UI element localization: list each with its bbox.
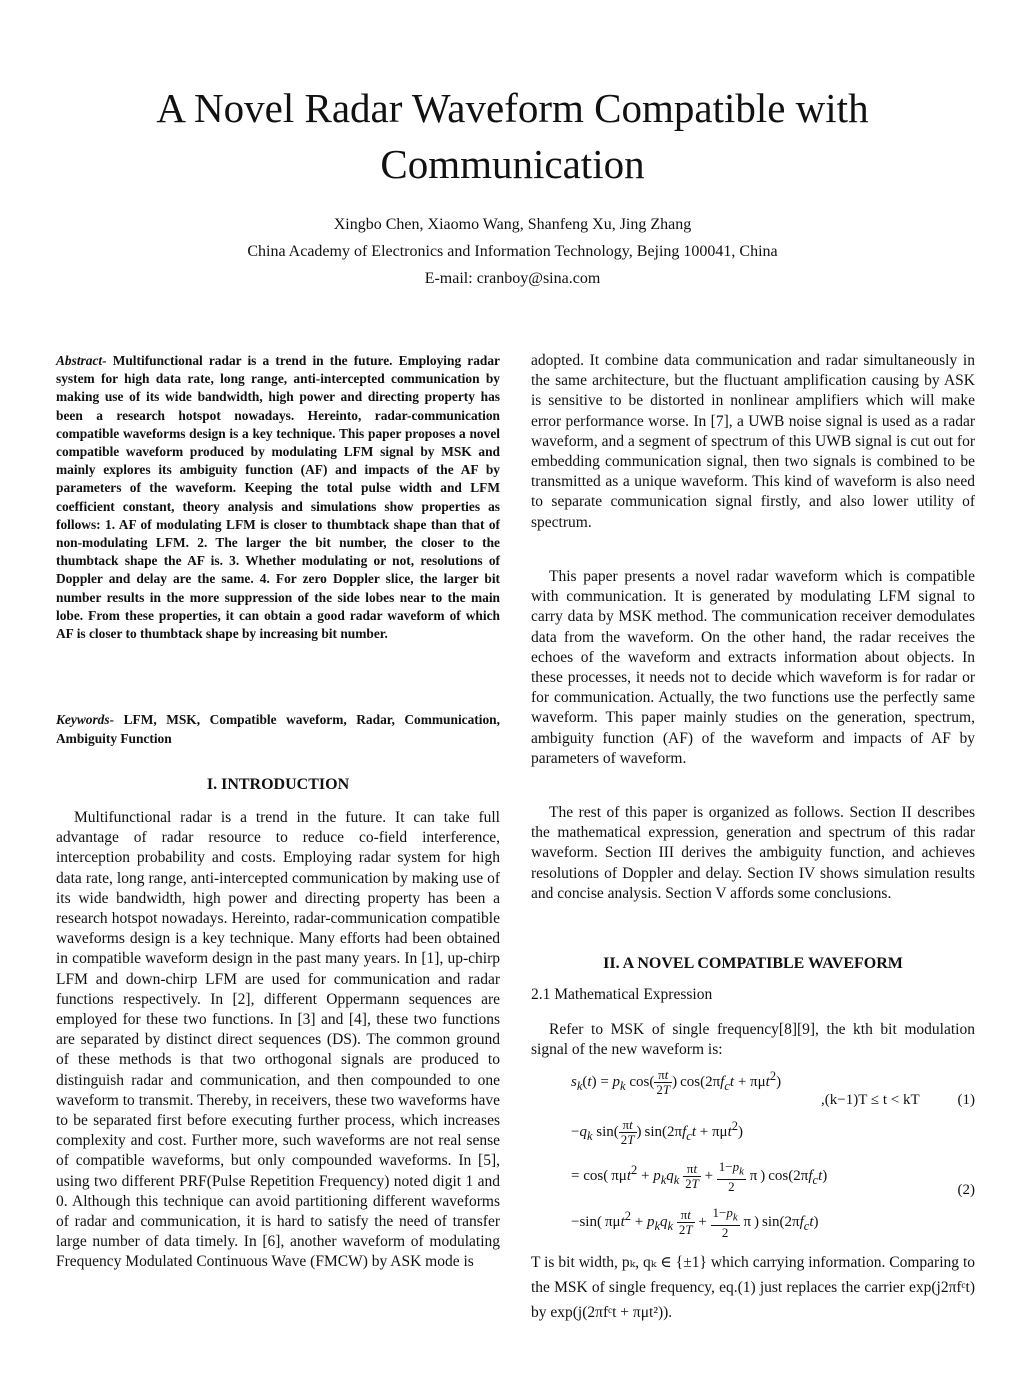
subsection-heading: 2.1 Mathematical Expression — [531, 986, 713, 1003]
right-column-paragraph-1 — [531, 351, 975, 533]
affiliation: China Academy of Electronics and Information Technology, Bejing 100041, China — [247, 243, 778, 260]
introduction-paragraph: Multifunctional radar is a trend in the future. It can take full advantage of radar resource to reduce co-field interference, interception probability and costs. Employing radar system for high data rate, long range, anti-intercepted communication by making use of its wide bandwidth, high power and directing property has been a research hotspot nowadays. Hereinto, radar-communication compatible waveforms design is a key technique. Many efforts had been obtained in compatible waveform design in the past many years. In [1], up-chirp LFM and down-chirp LFM are used for communication and radar functions respectively. In [2], different Oppermann sequences are employed for these two functions. In [3] and [4], these two functions are separated by distinct direct sequences (DS). The common ground of these methods is that two orthogonal signals are produced to distinguish radar and communication, and then compounded to one waveform to transmit. Thereby, in receivers, these two waveforms have to be separated first before executing further process, which increases complexity and cost. Further more, such waveforms are not real sense of compatible waveforms, but only compounded waveforms. In [5], using two different PRF(Pulse Repetition Frequency) noted digit 1 and 0. Although this technique can avoid partitioning different waveforms of radar and communication, it is hard to satisfy the need of transfer large number of data timely. In [6], another waveform of modulating Frequency Modulated Continuous Wave (FMCW) by ASK mode is — [56, 809, 500, 1271]
section-heading-introduction: I. INTRODUCTION — [206, 776, 350, 793]
abstract — [56, 352, 500, 643]
equation-2-line-1: = cos( $\pi\mu t^2 + p_kq_k$ $\frac{\pi t}{2T}$ + $\frac{1-p_k}{2}$ π ) $\cos(2\pi f_ct)$ — [571, 1159, 828, 1194]
contact-email: E-mail: cranboy@sina.com — [424, 270, 601, 287]
introduction-body — [56, 808, 500, 1273]
equation-1 — [531, 1064, 975, 1147]
equation-1-line-2: $-q_k$ sin( $\frac{\pi t}{2T}$ ) $\sin(2\pi f_ct + \pi\mu t^2)$ — [571, 1117, 743, 1147]
equation-2 — [531, 1158, 975, 1248]
keywords-label: Keywords- — [56, 712, 115, 727]
abstract-label: Abstract- — [56, 353, 107, 368]
right-column-paragraph-3 — [531, 803, 975, 904]
msk-paragraph — [531, 1020, 975, 1060]
msk-paragraph-text: Refer to MSK of single frequency[8][9], the kth bit modulation signal of the new waveform is: — [531, 1021, 975, 1059]
equation-1-condition: ,(k−1)T ≤ t < kT — [821, 1092, 920, 1108]
post-equation-text: T is bit width, pₖ, qₖ ∈ {±1} which carrying information. Comparing to the MSK of single frequency, eq.(1) just replaces the carrier exp(j2πfᶜt) by exp(j(2πfᶜt + πμt²)). — [531, 1254, 975, 1321]
right-column-paragraph-2 — [531, 567, 975, 769]
section-heading-compatible-waveform: II. A NOVEL COMPATIBLE WAVEFORM — [603, 955, 903, 972]
abstract-text: Multifunctional radar is a trend in the future. Employing radar system for high data rate, long range, anti-intercepted communication by making use of its wide bandwidth, high power and directing property has been a research hotspot nowadays. Hereinto, radar-communication compatible waveforms design is a key technique. This paper proposes a novel compatible waveform produced by modulating LFM signal by MSK and mainly explores its ambiguity function (AF) and impacts of the AF by parameters of the waveform. Keeping the total pulse width and LFM coefficient constant, theory analysis and simulations show properties as follows: 1. AF of modulating LFM is closer to thumbtack shape than that of non-modulating LFM. 2. The larger the bit number, the closer to the thumbtack shape the AF is. 3. Whether modulating or not, resolutions of Doppler and delay are the same. 4. For zero Doppler slice, the larger bit number results in the more suppression of the side lobes near to the main lobe. From these properties, it can obtain a good radar waveform of which AF is closer to thumbtack shape by increasing bit number. — [56, 353, 500, 642]
equation-1-number: (1) — [957, 1092, 975, 1108]
paragraph-organization: The rest of this paper is organized as follows. Section II describes the mathematical expression, generation and spectrum of this radar waveform. Section III derives the ambiguity function, and achieves resolutions of Doppler and delay. Section IV shows simulation results and concise analysis. Section V affords some conclusions. — [531, 804, 975, 902]
equation-2-line-2: −sin( $\pi\mu t^2 + p_kq_k$ $\frac{\pi t}{2T}$ + $\frac{1-p_k}{2}$ π ) $\sin(2\pi f_ct)$ — [571, 1205, 819, 1240]
paragraph-continuation: adopted. It combine data communication and radar simultaneously in the same architecture, but the fluctuant amplification causing by ASK is sensitive to be distorted in nonlinear amplifiers which will make error performance worse. In [7], a UWB noise signal is used as a radar waveform, and a segment of spectrum of this UWB signal is cut out for embedding communication signal, then two signals is combined to be transmitted as a unique waveform. This kind of waveform is also need to separate communication signal firstly, and also lower utility of spectrum. — [531, 352, 975, 531]
author-list: Xingbo Chen, Xiaomo Wang, Shanfeng Xu, Jing Zhang — [333, 216, 692, 233]
equation-2-number: (2) — [957, 1182, 975, 1198]
paragraph-waveform-intro: This paper presents a novel radar waveform which is compatible with communication. It is generated by modulating LFM signal to carry data by MSK method. The communication receiver demodulates data from the waveform. On the other hand, the radar receives the echoes of the waveform and extracts information about objects. In these processes, it needs not to decide which waveform is for radar or for communication. Actually, the two functions use the perfectly same waveform. This paper mainly studies on the generation, spectrum, ambiguity function (AF) of the waveform and impacts of AF by parameters of waveform. — [531, 568, 975, 767]
keywords-text: LFM, MSK, Compatible waveform, Radar, Communication, Ambiguity Function — [56, 712, 500, 746]
paper-title: A Novel Radar Waveform Compatible with Communication — [156, 85, 869, 187]
equation-1-line-1: $s_k(t) = p_k$ cos( $\frac{\pi t}{2T}$ ) $\cos(2\pi f_ct + \pi\mu t^2)$ — [571, 1067, 782, 1097]
keywords — [56, 711, 500, 748]
